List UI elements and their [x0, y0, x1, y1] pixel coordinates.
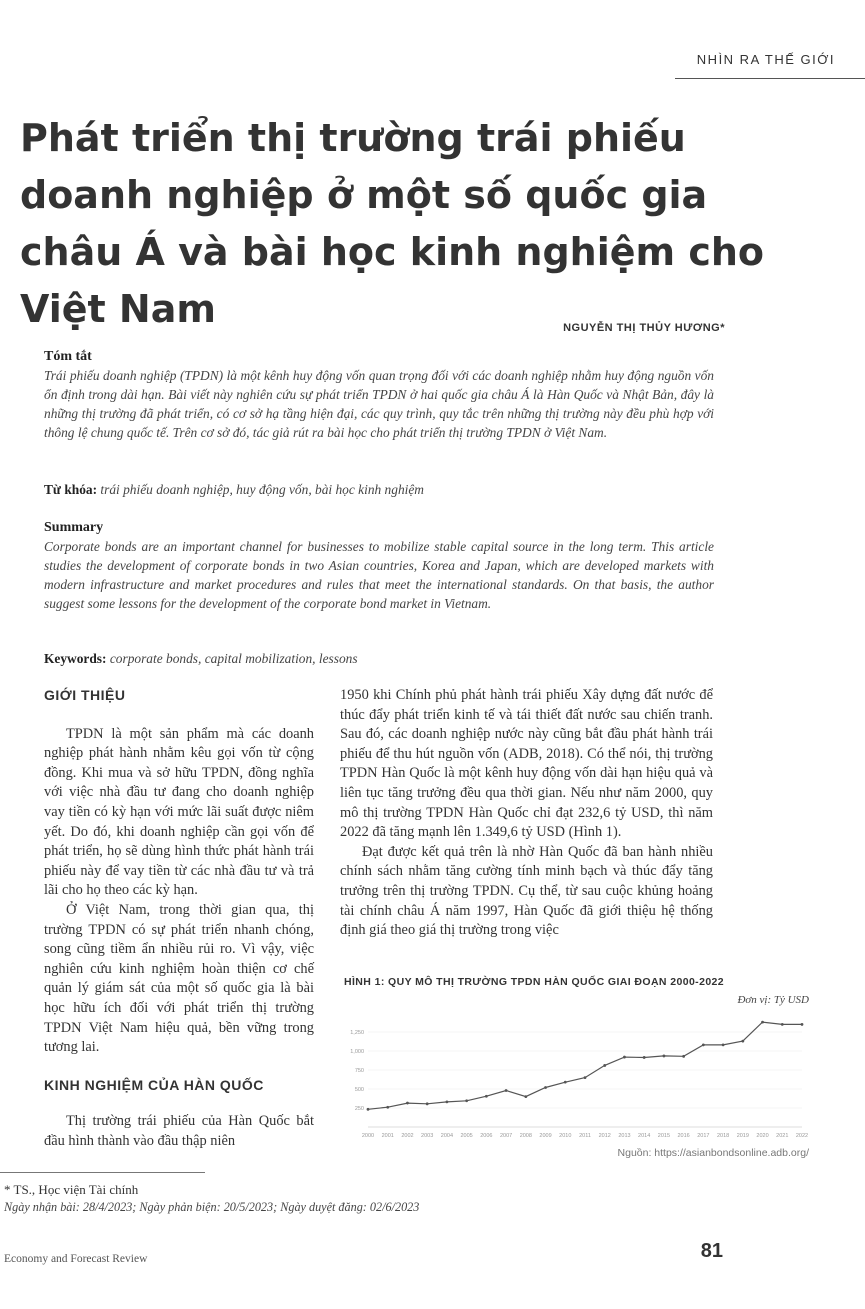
y-tick-label: 500: [354, 1087, 364, 1093]
x-tick-label: 2022: [795, 1133, 809, 1139]
data-point: [564, 1081, 567, 1084]
data-point: [702, 1044, 705, 1047]
figure-title: HÌNH 1: QUY MÔ THỊ TRƯỜNG TPDN HÀN QUỐC GIAI ĐOẠN 2000-2022: [344, 976, 725, 988]
x-tick-label: 2000: [361, 1133, 375, 1139]
paragraph-korea-1: Thị trường trái phiếu của Hàn Quốc bắt đầu hình thành vào đầu thập niên: [44, 1113, 314, 1149]
keywords-en-label: Keywords:: [44, 651, 107, 666]
keywords-vi-label: Từ khóa:: [44, 482, 98, 497]
data-point: [367, 1108, 370, 1111]
abstract-vi-heading: Tóm tắt: [44, 349, 92, 364]
footnote-rule: [0, 1172, 205, 1173]
y-tick-label: 250: [354, 1106, 364, 1112]
line-chart: [340, 1005, 812, 1145]
abstract-vi-text: Trái phiếu doanh nghiệp (TPDN) là một kênh huy động vốn quan trọng đối với các doanh nghiệp nhằm huy động nguồn vốn ổn định trong dài hạn. Bài viết này nghiên cứu sự phát triển TPDN ở hai quốc gia châu Á là Hàn Quốc và Nhật Bản, đây là những thị trường đã phát triển, có cơ sở hạ tầng hiện đại, các quy trình, quy tắc trên những thị trường này đều phù hợp với thông lệ chung quốc tế. Trên cơ sở đó, tác giả rút ra bài học cho phát triển thị trường TPDN ở Việt Nam.: [44, 368, 714, 440]
y-tick-label: 750: [354, 1068, 364, 1074]
x-tick-label: 2005: [460, 1133, 473, 1139]
author-name: NGUYỄN THỊ THỦY HƯƠNG*: [563, 322, 725, 334]
series-line: [368, 1022, 802, 1109]
data-point: [446, 1101, 449, 1104]
paragraph-korea-3: Đạt được kết quả trên là nhờ Hàn Quốc đã ban hành nhiều chính sách nhằm tăng cường tính minh bạch và thúc đẩy tăng trưởng trên thị trường TPDN. Cụ thể, từ sau cuộc khủng hoảng tài chính châu Á năm 1997, Hàn Quốc đã giới thiệu hệ thống định giá theo giá thị trường trong việc: [340, 843, 713, 939]
paragraph-korea-2: 1950 khi Chính phủ phát hành trái phiếu Xây dựng đất nước để thúc đẩy phát triển kinh tế và tái thiết đất nước sau chiến tranh. Sau đó, các doanh nghiệp nước này cũng bắt đầu phát hành trái phiếu để thu hút nguồn vốn (ADB, 2018). Có thể nói, thị trường TPDN Hàn Quốc là một kênh huy động vốn dài hạn hiệu quả và liên tục tăng trưởng đều qua thời gian. Nếu như năm 2000, quy mô thị trường TPDN Hàn Quốc chỉ đạt 232,6 tỷ USD, thì năm 2022 đã tăng mạnh lên 1.349,6 tỷ USD (Hình 1).: [340, 687, 713, 841]
keywords-en: [44, 651, 714, 667]
x-tick-label: 2021: [776, 1133, 789, 1139]
abstract-en-heading: Summary: [44, 520, 104, 535]
data-point: [485, 1095, 488, 1098]
page-number: 81: [700, 1240, 723, 1262]
y-tick-label: 1,250: [350, 1030, 364, 1036]
x-tick-label: 2013: [618, 1133, 631, 1139]
data-point: [643, 1056, 646, 1059]
data-point: [682, 1055, 685, 1058]
x-tick-label: 2010: [559, 1133, 572, 1139]
data-point: [584, 1076, 587, 1079]
data-point: [722, 1044, 725, 1047]
section-label: NHÌN RA THẾ GIỚI: [696, 52, 835, 67]
data-point: [603, 1064, 606, 1067]
x-tick-label: 2006: [480, 1133, 493, 1139]
footnote-dates: Ngày nhận bài: 28/4/2023; Ngày phản biện: 20/5/2023; Ngày duyệt đăng: 02/6/2023: [4, 1200, 420, 1214]
x-tick-label: 2015: [657, 1133, 671, 1139]
data-point: [465, 1099, 468, 1102]
data-point: [761, 1021, 764, 1024]
footnote-affiliation: * TS., Học viện Tài chính: [4, 1182, 139, 1197]
abstract-en-text: Corporate bonds are an important channel for businesses to mobilize stable capital source in the long term. This article studies the development of corporate bonds in two Asian countries, Korea and Japan, which are developed markets with modern infrastructure and market procedures and rules that meet the international standards. On that basis, the author suggest some lessons for the development of the corporate bond market in Vietnam.: [44, 539, 714, 611]
abstract-vi: [44, 347, 714, 442]
x-tick-label: 2001: [381, 1133, 394, 1139]
data-point: [544, 1086, 547, 1089]
keywords-vi-text: trái phiếu doanh nghiệp, huy động vốn, bài học kinh nghiệm: [100, 482, 424, 497]
journal-name: Economy and Forecast Review: [4, 1253, 148, 1265]
figure-source: Nguồn: https://asianbondsonline.adb.org/: [617, 1147, 809, 1159]
data-point: [781, 1023, 784, 1026]
article-title: Phát triển thị trường trái phiếu doanh nghiệp ở một số quốc gia châu Á và bài học kinh nghiệm cho Việt Nam: [20, 116, 765, 331]
keywords-en-text: corporate bonds, capital mobilization, lessons: [109, 651, 358, 666]
paragraph-intro-1: TPDN là một sản phẩm mà các doanh nghiệp phát hành nhằm kêu gọi vốn từ cộng đồng. Khi mua và sở hữu TPDN, đồng nghĩa với việc nhà đầu tư đang cho doanh nghiệp vay tiền có kỳ hạn với mức lãi suất được niêm yết. Do đó, khi doanh nghiệp cần gọi vốn để phát triển, họ sẽ dùng hình thức phát hành trái phiếu này để vay tiền từ các nhà đầu tư và trả lãi cho họ theo các kỳ hạn.: [44, 725, 314, 899]
x-tick-label: 2012: [598, 1133, 611, 1139]
x-tick-label: 2014: [638, 1133, 651, 1139]
data-point: [505, 1089, 508, 1092]
body-column-left: [44, 686, 314, 1151]
keywords-vi: [44, 482, 714, 498]
figure-unit: Đơn vị: Tỷ USD: [737, 994, 809, 1006]
data-point: [406, 1102, 409, 1105]
y-tick-label: 1,000: [350, 1049, 364, 1055]
section-rule: [675, 78, 865, 79]
data-point: [386, 1106, 389, 1109]
x-tick-label: 2003: [421, 1133, 434, 1139]
x-tick-label: 2009: [539, 1133, 552, 1139]
x-tick-label: 2002: [401, 1133, 414, 1139]
x-tick-label: 2008: [519, 1133, 532, 1139]
x-tick-label: 2017: [697, 1133, 710, 1139]
body-column-right: [340, 686, 713, 941]
data-point: [801, 1023, 804, 1026]
x-tick-label: 2016: [677, 1133, 690, 1139]
x-tick-label: 2019: [736, 1133, 749, 1139]
x-tick-label: 2011: [579, 1133, 591, 1139]
data-point: [524, 1095, 527, 1098]
x-tick-label: 2018: [716, 1133, 730, 1139]
heading-korea: KINH NGHIỆM CỦA HÀN QUỐC: [44, 1076, 264, 1093]
paragraph-intro-2: Ở Việt Nam, trong thời gian qua, thị trường TPDN có sự phát triển nhanh chóng, song cũng tiềm ẩn nhiều rủi ro. Vì vậy, việc nghiên cứu kinh nghiệm hoàn thiện cơ chế quản lý giám sát của một số quốc gia là bài học hữu ích đối với phát triển thị trường TPDN Việt Nam hiệu quả, bền vững trong tương lai.: [44, 901, 314, 1056]
x-tick-label: 2020: [756, 1133, 769, 1139]
data-point: [623, 1056, 626, 1059]
x-tick-label: 2007: [499, 1133, 513, 1139]
abstract-en: [44, 518, 714, 613]
x-tick-label: 2004: [440, 1133, 454, 1139]
data-point: [663, 1055, 666, 1058]
data-point: [741, 1040, 744, 1043]
data-point: [426, 1102, 429, 1105]
heading-intro: GIỚI THIỆU: [44, 687, 126, 703]
